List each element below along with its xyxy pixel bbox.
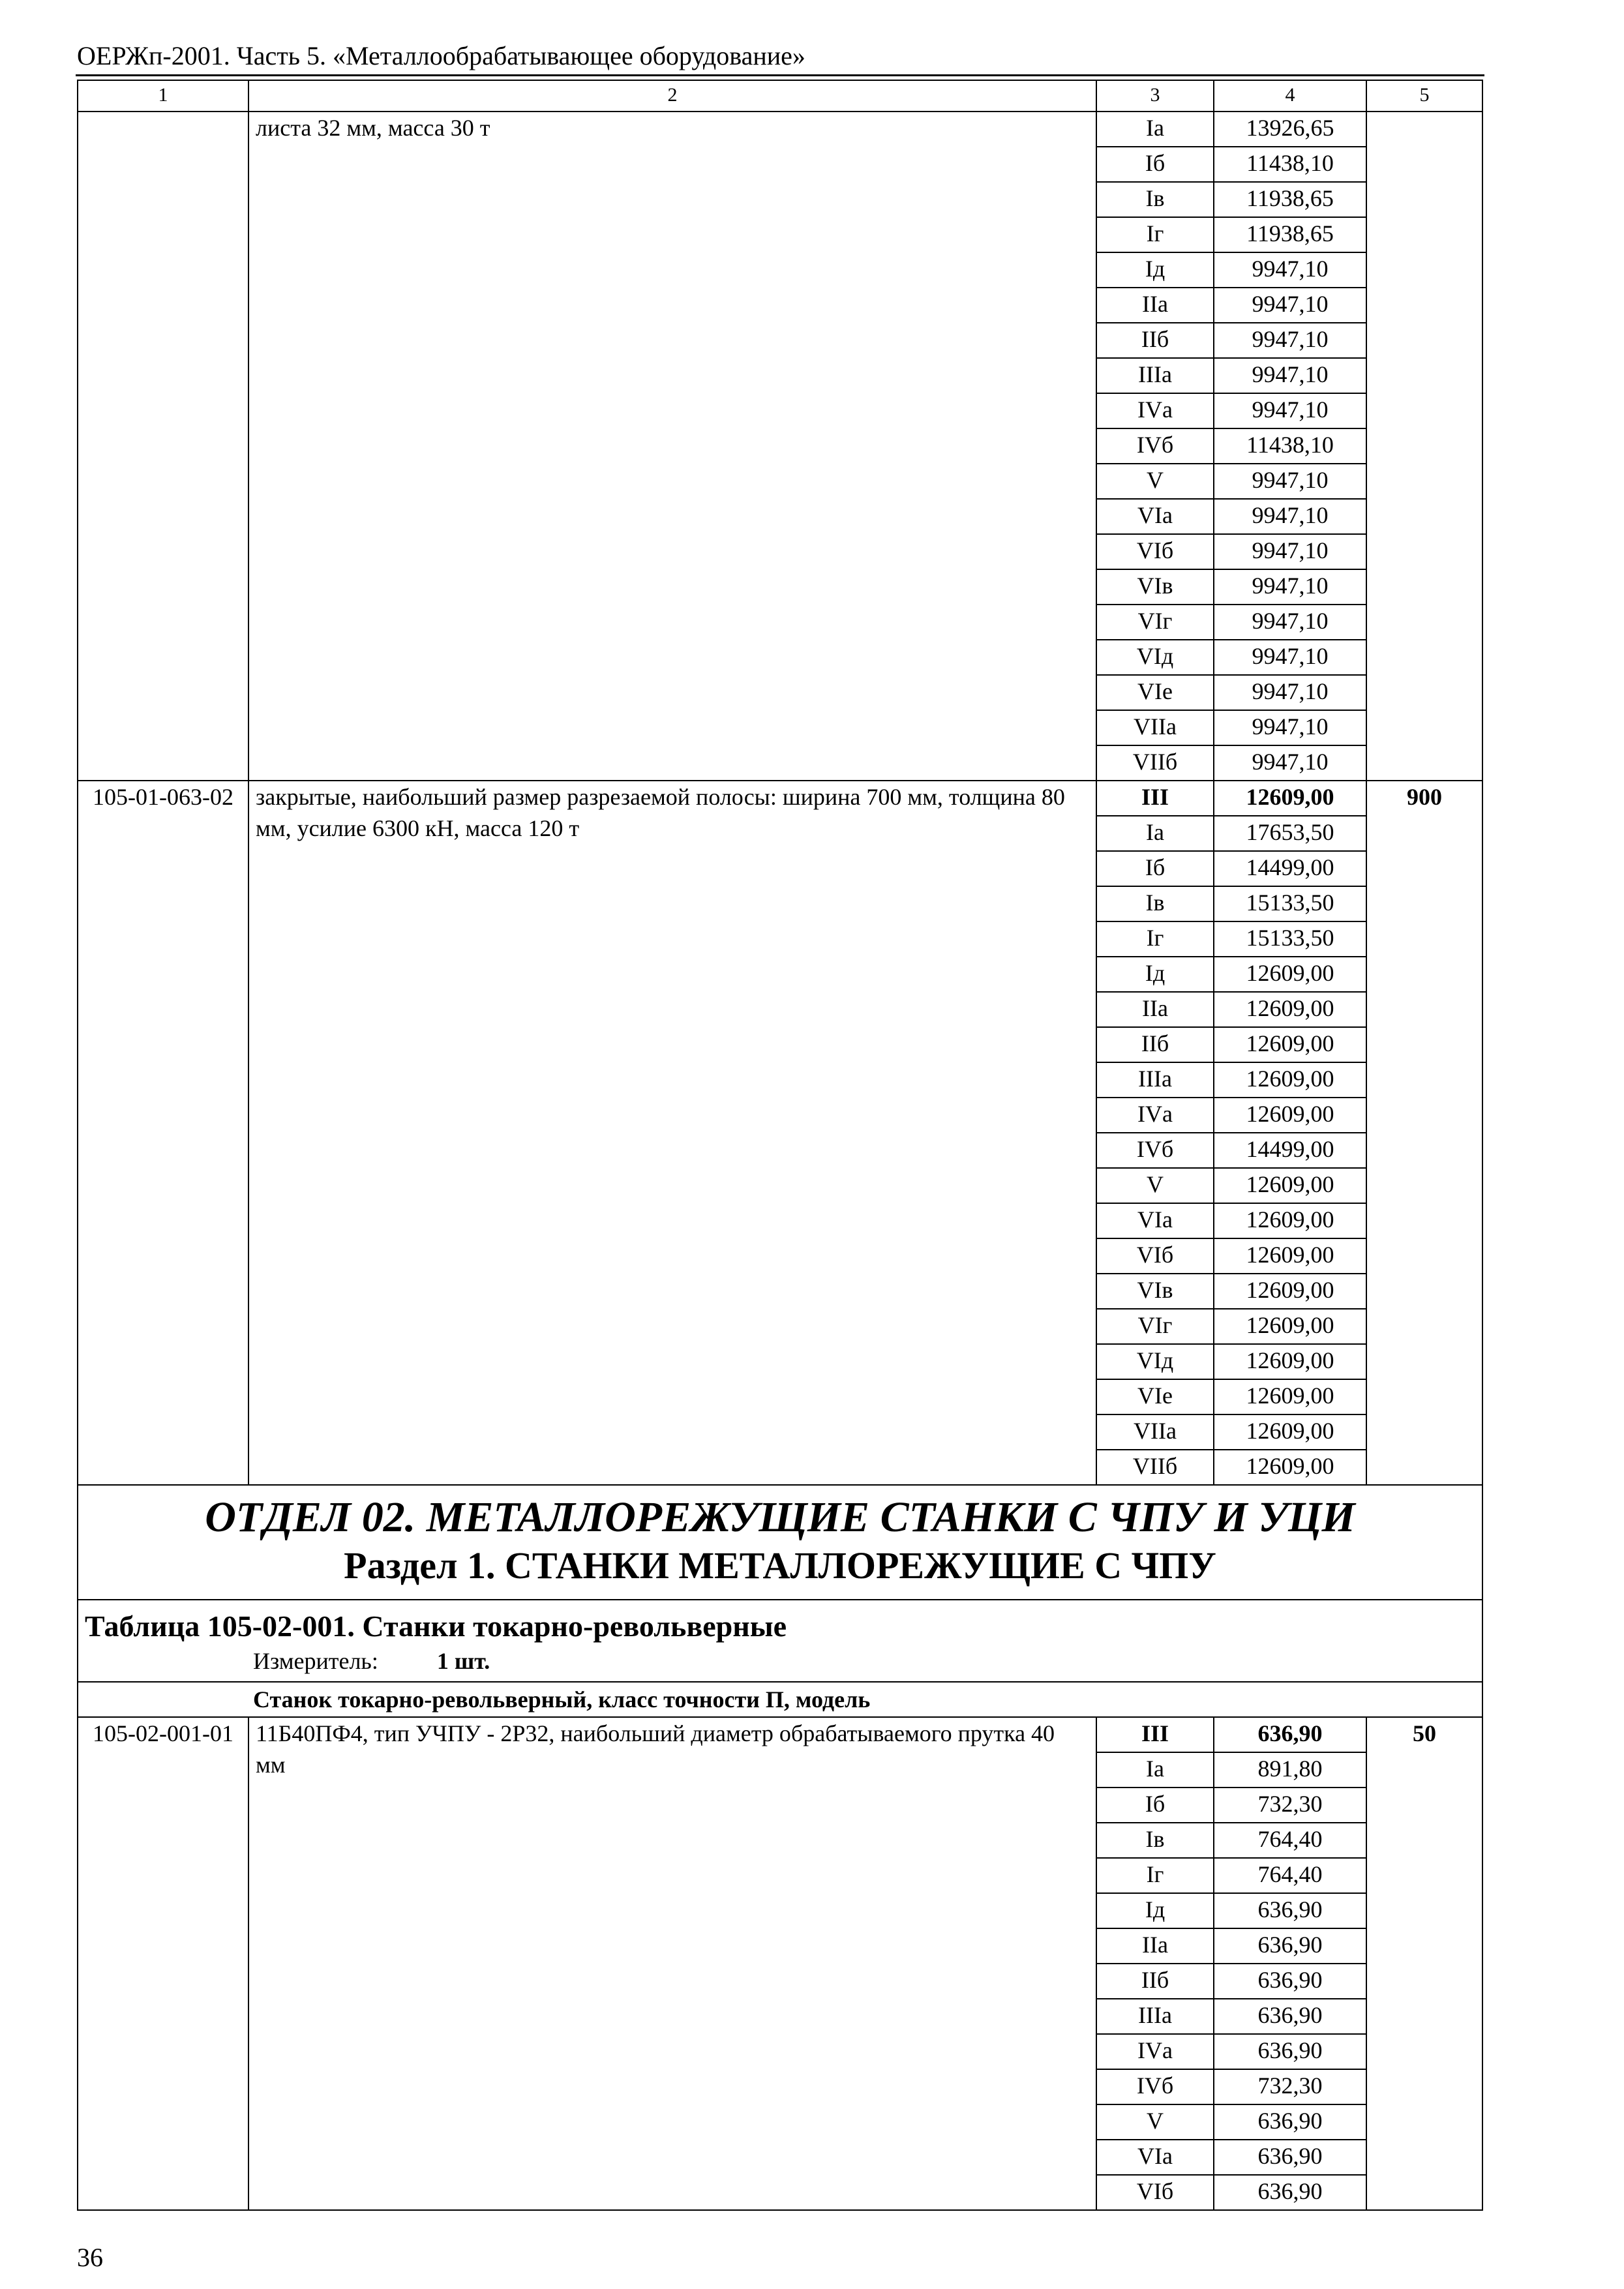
zone-price: 732,30 xyxy=(1214,2069,1366,2104)
zone-price: 636,90 xyxy=(1214,2175,1366,2210)
zone-class: Iа xyxy=(1096,1752,1214,1788)
zone-class: IIб xyxy=(1096,1027,1214,1062)
department-title: ОТДЕЛ 02. МЕТАЛЛОРЕЖУЩИЕ СТАНКИ С ЧПУ И УЦИ xyxy=(205,1493,1355,1541)
zone-class: IVа xyxy=(1096,393,1214,428)
zone-class: Iа xyxy=(1096,816,1214,851)
price-table xyxy=(77,80,1483,2211)
labor-norm: 50 xyxy=(1366,1717,1482,2210)
zone-class: VIIб xyxy=(1096,745,1214,781)
zone-price: 764,40 xyxy=(1214,1858,1366,1893)
zone-class: VIг xyxy=(1096,605,1214,640)
table-row xyxy=(78,781,1482,816)
zone-class: Iг xyxy=(1096,217,1214,252)
zone-class: VIа xyxy=(1096,2140,1214,2175)
zone-price: 891,80 xyxy=(1214,1752,1366,1788)
item-description: 11Б40ПФ4, тип УЧПУ - 2Р32, наибольший диаметр обрабатываемого прутка 40 мм xyxy=(248,1717,1096,2210)
section-header-row xyxy=(78,1485,1482,1600)
zone-price: 9947,10 xyxy=(1214,640,1366,675)
table-title: Таблица 105-02-001. Станки токарно-револьверные xyxy=(85,1609,787,1643)
column-number-1: 1 xyxy=(78,80,248,112)
table-title-row xyxy=(78,1600,1482,1682)
table-row xyxy=(78,1717,1482,1752)
zone-class: IIб xyxy=(1096,323,1214,358)
page-header-title: ОЕРЖп-2001. Часть 5. «Металлообрабатывающее оборудование» xyxy=(77,41,805,70)
zone-price: 12609,00 xyxy=(1214,1062,1366,1098)
measure-label: Измеритель: xyxy=(253,1648,378,1674)
zone-price: 14499,00 xyxy=(1214,1133,1366,1168)
zone-class: Iд xyxy=(1096,252,1214,288)
zone-price: 9947,10 xyxy=(1214,252,1366,288)
zone-price: 17653,50 xyxy=(1214,816,1366,851)
zone-class: IIIа xyxy=(1096,1062,1214,1098)
page-number: 36 xyxy=(77,2243,103,2272)
zone-class: VIб xyxy=(1096,1238,1214,1274)
zone-class: Iб xyxy=(1096,851,1214,886)
zone-class: Iг xyxy=(1096,921,1214,957)
zone-class: IIа xyxy=(1096,1928,1214,1964)
zone-price: 9947,10 xyxy=(1214,745,1366,781)
table-row xyxy=(78,112,1482,147)
column-number-4: 4 xyxy=(1214,80,1366,112)
measure-line xyxy=(78,1646,1482,1681)
zone-price: 12609,00 xyxy=(1214,1379,1366,1414)
zone-class: IIIа xyxy=(1096,358,1214,393)
zone-class: Iб xyxy=(1096,1788,1214,1823)
zone-class: V xyxy=(1096,2104,1214,2140)
zone-price: 636,90 xyxy=(1214,2104,1366,2140)
zone-class: VIг xyxy=(1096,1309,1214,1344)
zone-price: 12609,00 xyxy=(1214,1027,1366,1062)
zone-price: 11938,65 xyxy=(1214,182,1366,217)
item-code: 105-02-001-01 xyxy=(78,1717,248,2210)
zone-price: 12609,00 xyxy=(1214,1450,1366,1485)
labor-norm: 900 xyxy=(1366,781,1482,1485)
section-header xyxy=(78,1485,1482,1600)
zone-price: 12609,00 xyxy=(1214,1274,1366,1309)
zone-price: 11438,10 xyxy=(1214,147,1366,182)
table-title-cell xyxy=(78,1600,1482,1682)
group-row xyxy=(78,1682,1482,1717)
zone-price: 12609,00 xyxy=(1214,781,1366,816)
zone-price: 12609,00 xyxy=(1214,957,1366,992)
razdel-title: Раздел 1. СТАНКИ МЕТАЛЛОРЕЖУЩИЕ С ЧПУ xyxy=(344,1544,1216,1587)
zone-class: IVа xyxy=(1096,2034,1214,2069)
zone-price: 9947,10 xyxy=(1214,534,1366,569)
zone-price: 12609,00 xyxy=(1214,1203,1366,1238)
zone-class: IIа xyxy=(1096,288,1214,323)
zone-class: IIа xyxy=(1096,992,1214,1027)
zone-class: VIв xyxy=(1096,1274,1214,1309)
zone-price: 636,90 xyxy=(1214,2034,1366,2069)
zone-price: 12609,00 xyxy=(1214,992,1366,1027)
zone-price: 636,90 xyxy=(1214,1999,1366,2034)
zone-price: 15133,50 xyxy=(1214,921,1366,957)
zone-class: IIIа xyxy=(1096,1999,1214,2034)
zone-price: 636,90 xyxy=(1214,1717,1366,1752)
item-description: закрытые, наибольший размер разрезаемой полосы: ширина 700 мм, толщина 80 мм, усилие 6300 кН, масса 120 т xyxy=(248,781,1096,1485)
zone-class: VIIа xyxy=(1096,1414,1214,1450)
zone-price: 12609,00 xyxy=(1214,1414,1366,1450)
group-title: Станок токарно-револьверный, класс точности П, модель xyxy=(78,1682,1482,1717)
labor-norm xyxy=(1366,112,1482,781)
zone-price: 13926,65 xyxy=(1214,112,1366,147)
zone-price: 9947,10 xyxy=(1214,288,1366,323)
header-rule xyxy=(76,74,1484,76)
zone-price: 9947,10 xyxy=(1214,605,1366,640)
zone-class: VIе xyxy=(1096,1379,1214,1414)
column-number-2: 2 xyxy=(248,80,1096,112)
zone-price: 12609,00 xyxy=(1214,1098,1366,1133)
zone-class: Iв xyxy=(1096,182,1214,217)
zone-class: III xyxy=(1096,781,1214,816)
zone-price: 636,90 xyxy=(1214,1893,1366,1928)
zone-price: 12609,00 xyxy=(1214,1309,1366,1344)
item-description: листа 32 мм, масса 30 т xyxy=(248,112,1096,781)
zone-price: 732,30 xyxy=(1214,1788,1366,1823)
zone-price: 9947,10 xyxy=(1214,675,1366,710)
zone-class: VIб xyxy=(1096,534,1214,569)
zone-class: V xyxy=(1096,1168,1214,1203)
zone-price: 636,90 xyxy=(1214,1928,1366,1964)
measure-value: 1 шт. xyxy=(436,1648,490,1674)
zone-class: IVа xyxy=(1096,1098,1214,1133)
zone-class: Iд xyxy=(1096,957,1214,992)
item-code: 105-01-063-02 xyxy=(78,781,248,1485)
zone-class: Iа xyxy=(1096,112,1214,147)
zone-price: 12609,00 xyxy=(1214,1168,1366,1203)
zone-class: IVб xyxy=(1096,2069,1214,2104)
zone-price: 11438,10 xyxy=(1214,428,1366,464)
zone-price: 9947,10 xyxy=(1214,499,1366,534)
zone-class: VIв xyxy=(1096,569,1214,605)
column-number-3: 3 xyxy=(1096,80,1214,112)
zone-price: 9947,10 xyxy=(1214,464,1366,499)
zone-class: VIд xyxy=(1096,640,1214,675)
zone-class: V xyxy=(1096,464,1214,499)
zone-class: IVб xyxy=(1096,1133,1214,1168)
zone-class: Iв xyxy=(1096,886,1214,921)
zone-class: VIа xyxy=(1096,1203,1214,1238)
zone-class: VIб xyxy=(1096,2175,1214,2210)
zone-class: Iг xyxy=(1096,1858,1214,1893)
zone-price: 9947,10 xyxy=(1214,393,1366,428)
zone-price: 636,90 xyxy=(1214,2140,1366,2175)
zone-class: IVб xyxy=(1096,428,1214,464)
zone-price: 636,90 xyxy=(1214,1964,1366,1999)
zone-price: 12609,00 xyxy=(1214,1344,1366,1379)
zone-price: 9947,10 xyxy=(1214,569,1366,605)
zone-class: Iв xyxy=(1096,1823,1214,1858)
zone-price: 9947,10 xyxy=(1214,323,1366,358)
zone-class: VIIб xyxy=(1096,1450,1214,1485)
zone-price: 11938,65 xyxy=(1214,217,1366,252)
column-number-5: 5 xyxy=(1366,80,1482,112)
zone-price: 12609,00 xyxy=(1214,1238,1366,1274)
zone-price: 9947,10 xyxy=(1214,710,1366,745)
zone-price: 764,40 xyxy=(1214,1823,1366,1858)
zone-class: Iд xyxy=(1096,1893,1214,1928)
zone-class: VIд xyxy=(1096,1344,1214,1379)
zone-class: VIа xyxy=(1096,499,1214,534)
zone-class: III xyxy=(1096,1717,1214,1752)
zone-class: VIе xyxy=(1096,675,1214,710)
zone-price: 14499,00 xyxy=(1214,851,1366,886)
zone-class: IIб xyxy=(1096,1964,1214,1999)
column-number-row xyxy=(78,80,1482,112)
zone-class: VIIа xyxy=(1096,710,1214,745)
item-code xyxy=(78,112,248,781)
zone-price: 9947,10 xyxy=(1214,358,1366,393)
zone-class: Iб xyxy=(1096,147,1214,182)
zone-price: 15133,50 xyxy=(1214,886,1366,921)
